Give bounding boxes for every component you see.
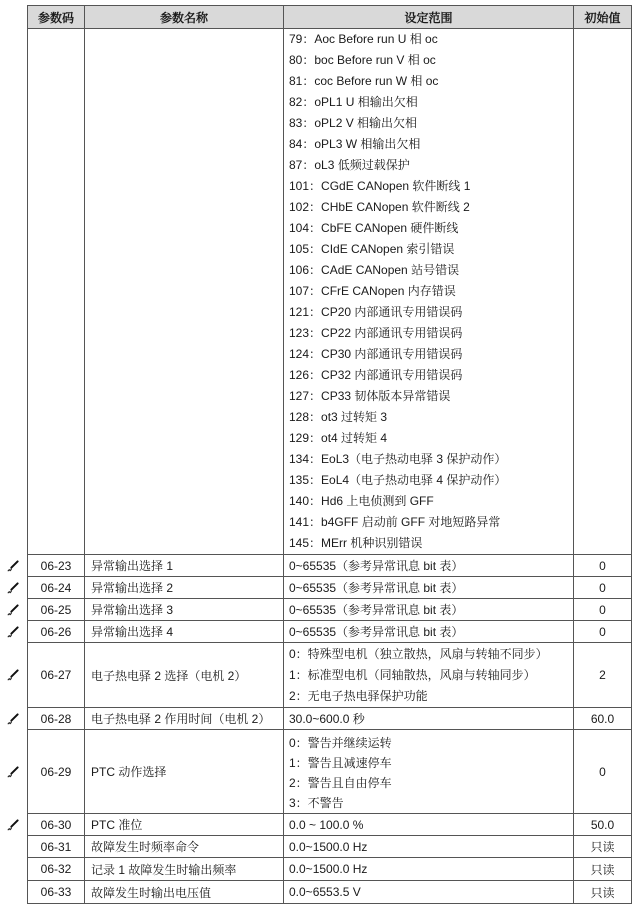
- table-row: [28, 577, 632, 599]
- range-option: 2：无电子热电驿保护功能: [289, 689, 428, 703]
- param-default: 0: [574, 555, 632, 577]
- header-code: 参数码: [28, 6, 85, 29]
- param-code: 06-28: [40, 711, 72, 726]
- range-item: 123：CP22 内部通讯专用错误码: [289, 326, 463, 340]
- param-name: 异常输出选择 2: [85, 577, 284, 599]
- param-code-cell: [28, 599, 85, 621]
- table-row: [28, 555, 632, 577]
- param-default: 0: [574, 621, 632, 643]
- pen-icon: [7, 560, 19, 572]
- param-name: 异常输出选择 1: [85, 555, 284, 577]
- param-range: 0~65535（参考异常讯息 bit 表）: [284, 555, 574, 577]
- param-range: 30.0~600.0 秒: [284, 708, 574, 730]
- range-item: 141：b4GFF 启动前 GFF 对地短路异常: [289, 515, 501, 529]
- parameter-table: [27, 5, 632, 904]
- range-item: 84：oPL3 W 相输出欠相: [289, 137, 421, 151]
- param-default: 2: [574, 643, 632, 708]
- param-code-cell: [28, 836, 85, 858]
- param-code-cell: [28, 577, 85, 599]
- range-item: 135：EoL4（电子热动电驿 4 保护动作）: [289, 473, 507, 487]
- table-row: [28, 599, 632, 621]
- param-code: 06-25: [40, 602, 72, 617]
- param-code-cell: [28, 29, 85, 555]
- param-default: 只读: [574, 858, 632, 881]
- param-default: 0: [574, 599, 632, 621]
- header-default: 初始值: [574, 6, 632, 29]
- range-item: 128：ot3 过转矩 3: [289, 410, 388, 424]
- param-name: 电子热电驿 2 作用时间（电机 2）: [85, 708, 284, 730]
- range-item: 134：EoL3（电子热动电驿 3 保护动作）: [289, 452, 507, 466]
- param-code: 06-24: [40, 580, 72, 595]
- table-row: [28, 881, 632, 904]
- param-range: 0.0~6553.5 V: [284, 881, 574, 904]
- pen-icon: [7, 626, 19, 638]
- table-row: [28, 836, 632, 858]
- param-code-cell: [28, 730, 85, 814]
- param-range: 0.0 ~ 100.0 %: [284, 814, 574, 836]
- param-name: PTC 动作选择: [85, 730, 284, 814]
- pen-icon: [7, 766, 19, 778]
- range-item: 107：CFrE CANopen 内存错误: [289, 284, 456, 298]
- param-range-options: [284, 730, 574, 814]
- range-item: 82：oPL1 U 相输出欠相: [289, 95, 418, 109]
- pen-icon: [7, 604, 19, 616]
- range-item: 126：CP32 内部通讯专用错误码: [289, 368, 463, 382]
- pen-icon: [7, 669, 19, 681]
- range-option: 0：警告并继续运转: [289, 736, 392, 750]
- table-row-continued: [28, 29, 632, 555]
- pen-icon: [7, 713, 19, 725]
- param-name: PTC 准位: [85, 814, 284, 836]
- param-code: 06-27: [40, 668, 72, 682]
- range-item: 104：CbFE CANopen 硬件断线: [289, 221, 459, 235]
- range-item: 81：coc Before run W 相 oc: [289, 74, 439, 88]
- header-range: 设定范围: [284, 6, 574, 29]
- param-default-cell: [574, 29, 632, 555]
- param-default: 只读: [574, 881, 632, 904]
- param-name-cell: [85, 29, 284, 555]
- param-code-cell: [28, 814, 85, 836]
- range-item: 121：CP20 内部通讯专用错误码: [289, 305, 463, 319]
- range-item: 145：MErr 机种识别错误: [289, 536, 423, 550]
- range-option: 1：警告且减速停车: [289, 756, 392, 770]
- table-row: [28, 643, 632, 708]
- range-option: 0：特殊型电机（独立散热，风扇与转轴不同步）: [289, 647, 548, 661]
- param-code-cell: [28, 643, 85, 708]
- range-item: 83：oPL2 V 相输出欠相: [289, 116, 418, 130]
- range-item: 124：CP30 内部通讯专用错误码: [289, 347, 463, 361]
- range-item: 87：oL3 低频过载保护: [289, 158, 410, 172]
- table-row: [28, 621, 632, 643]
- param-name: 故障发生时频率命令: [85, 836, 284, 858]
- header-row: [28, 6, 632, 29]
- range-item: 127：CP33 韧体版本异常错误: [289, 389, 451, 403]
- param-name: 故障发生时输出电压值: [85, 881, 284, 904]
- pen-icon: [7, 582, 19, 594]
- range-option: 3：不警告: [289, 796, 344, 810]
- param-name: 电子热电驿 2 选择（电机 2）: [85, 643, 284, 708]
- table-row: [28, 858, 632, 881]
- param-code: 06-31: [40, 839, 72, 854]
- range-item: 79：Aoc Before run U 相 oc: [289, 32, 438, 46]
- param-code-cell: [28, 621, 85, 643]
- pen-icon: [7, 819, 19, 831]
- param-default: 60.0: [574, 708, 632, 730]
- param-range: 0~65535（参考异常讯息 bit 表）: [284, 577, 574, 599]
- param-range-options: [284, 643, 574, 708]
- param-code: 06-29: [40, 764, 72, 779]
- param-code-cell: [28, 555, 85, 577]
- param-code: 06-26: [40, 624, 72, 639]
- param-default: 50.0: [574, 814, 632, 836]
- param-range: 0.0~1500.0 Hz: [284, 836, 574, 858]
- param-code: 06-33: [40, 885, 72, 899]
- range-item: 129：ot4 过转矩 4: [289, 431, 388, 445]
- range-item: 102：CHbE CANopen 软件断线 2: [289, 200, 470, 214]
- range-item: 80：boc Before run V 相 oc: [289, 53, 436, 67]
- param-range: 0~65535（参考异常讯息 bit 表）: [284, 621, 574, 643]
- range-item: 140：Hd6 上电侦测到 GFF: [289, 494, 434, 508]
- param-range: 0~65535（参考异常讯息 bit 表）: [284, 599, 574, 621]
- param-code-cell: [28, 708, 85, 730]
- param-code: 06-23: [40, 558, 72, 573]
- param-default: 0: [574, 730, 632, 814]
- param-name: 异常输出选择 3: [85, 599, 284, 621]
- table-row: [28, 730, 632, 814]
- param-code: 06-32: [40, 862, 72, 876]
- param-name: 异常输出选择 4: [85, 621, 284, 643]
- range-option: 2：警告且自由停车: [289, 776, 392, 790]
- param-default: 0: [574, 577, 632, 599]
- range-option: 1：标准型电机（同轴散热，风扇与转轴同步）: [289, 668, 536, 682]
- range-item: 105：CIdE CANopen 索引错误: [289, 242, 455, 256]
- param-default: 只读: [574, 836, 632, 858]
- param-name: 记录 1 故障发生时输出频率: [85, 858, 284, 881]
- param-code: 06-30: [40, 817, 72, 832]
- param-range-list: [284, 29, 574, 555]
- header-name: 参数名称: [85, 6, 284, 29]
- param-code-cell: [28, 881, 85, 904]
- param-code-cell: [28, 858, 85, 881]
- table-row: [28, 708, 632, 730]
- range-item: 101：CGdE CANopen 软件断线 1: [289, 179, 471, 193]
- param-range: 0.0~1500.0 Hz: [284, 858, 574, 881]
- range-item: 106：CAdE CANopen 站号错误: [289, 263, 460, 277]
- table-row: [28, 814, 632, 836]
